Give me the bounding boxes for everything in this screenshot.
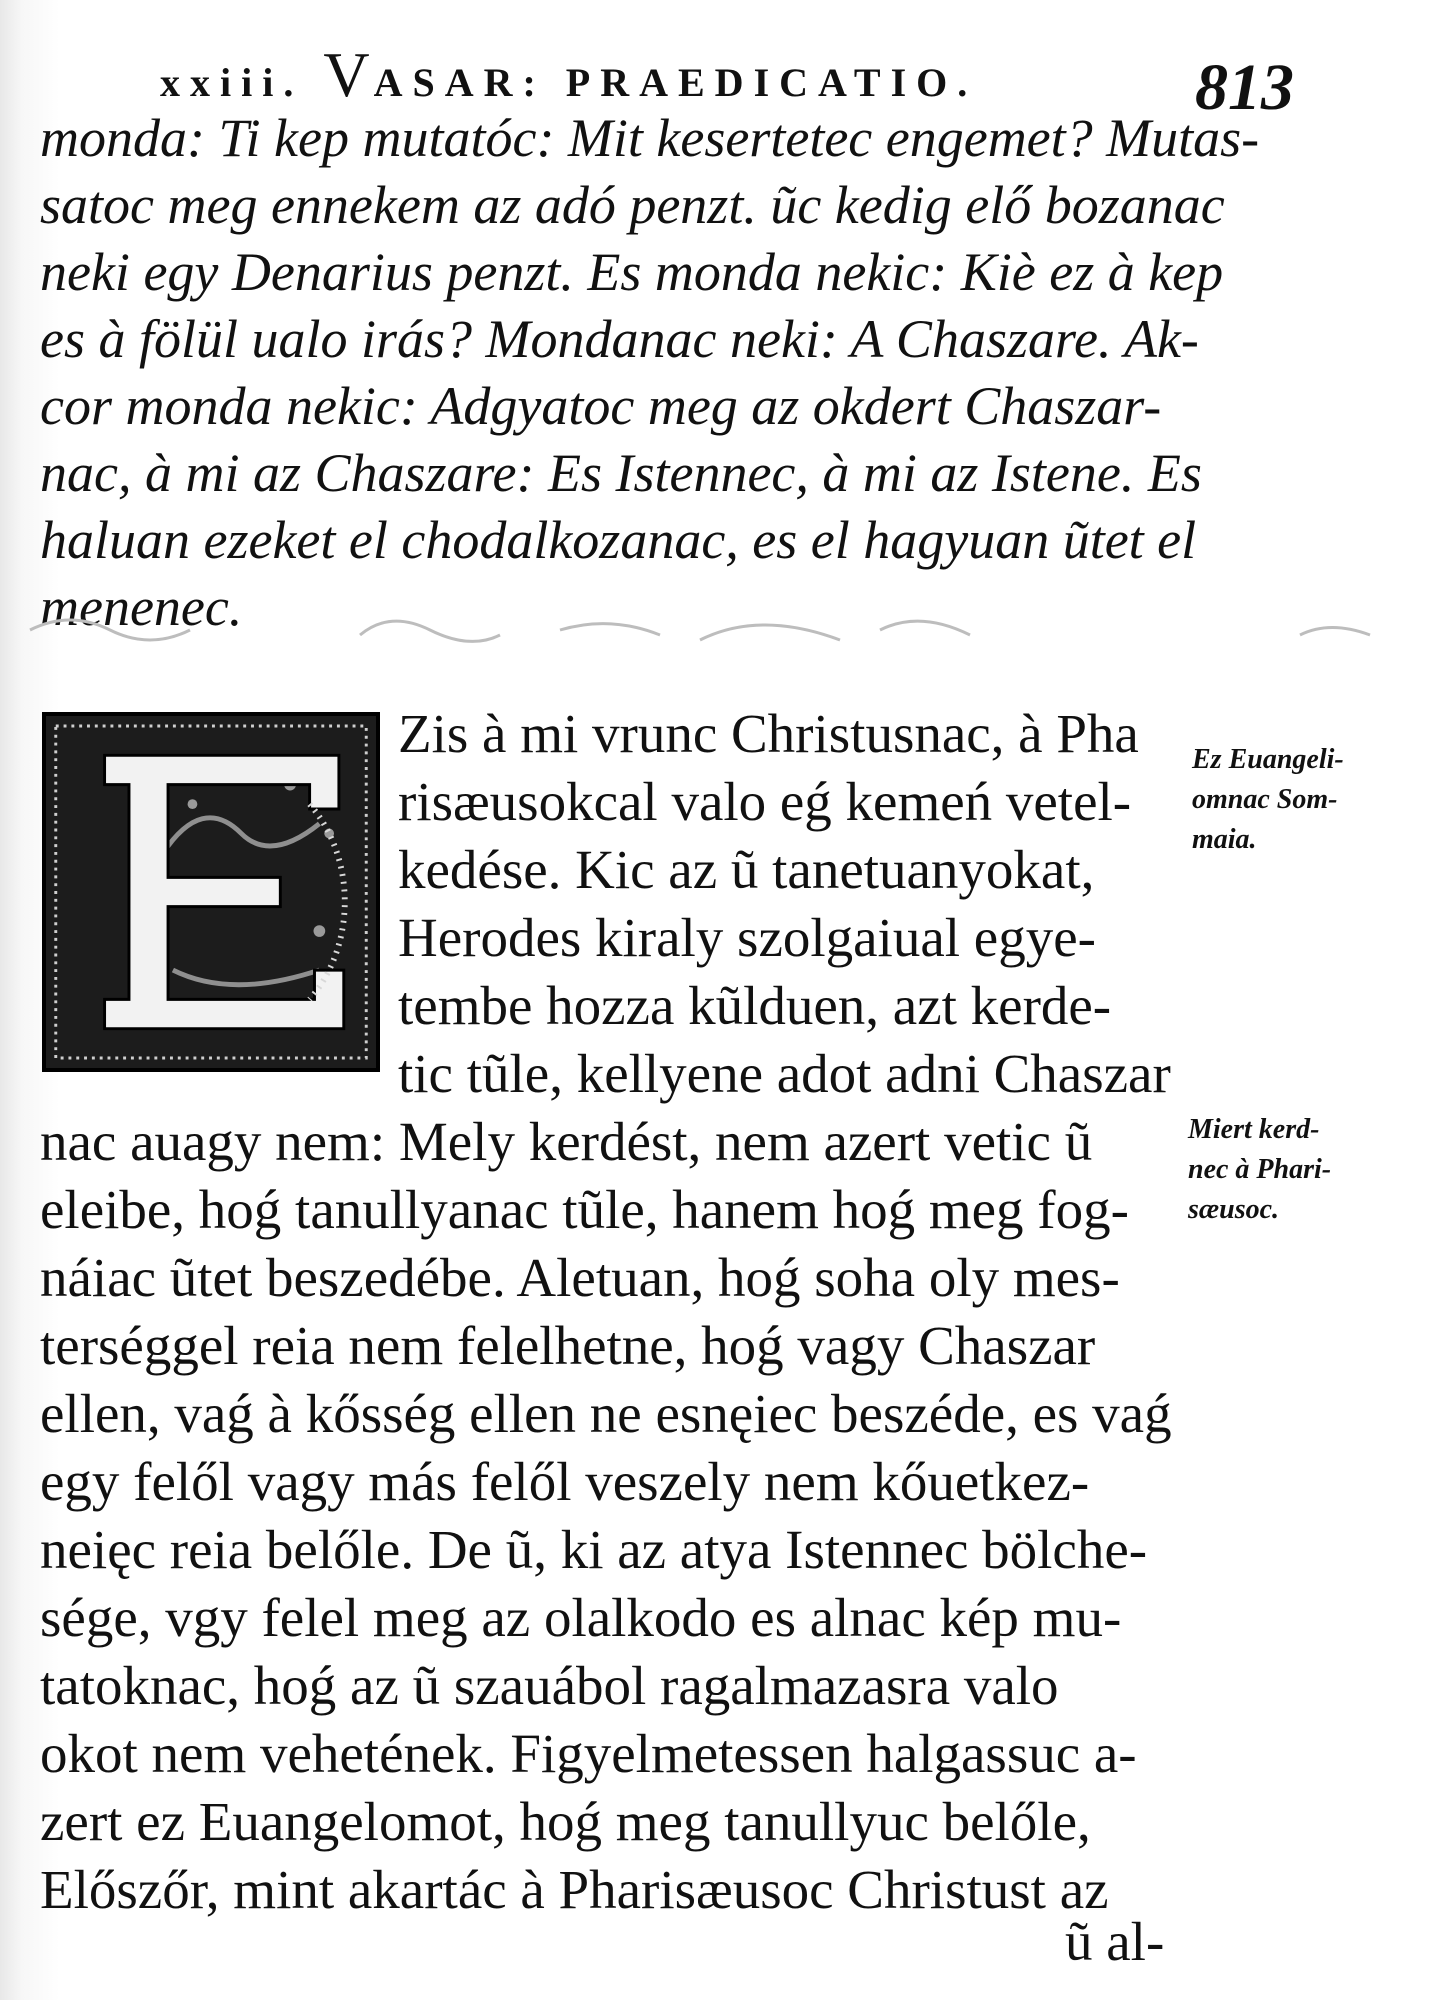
margin-note-line: Ez Euangeli- xyxy=(1192,744,1344,775)
text-line: es à fölül ualo irás? Mondanac neki: A Chaszare. Ak- xyxy=(40,309,1199,369)
text-line: Herodes kiraly szolgaiual egye- xyxy=(398,907,1096,968)
margin-note-line: sæusoc. xyxy=(1188,1194,1280,1225)
catchword: ũ al- xyxy=(1065,1911,1165,1972)
text-line: egy felől vagy más felől veszely nem kőuetkez- xyxy=(40,1451,1090,1512)
margin-note-summary xyxy=(1192,740,1344,860)
text-line: Előszőr, mint akartác à Pharisæusoc Christust az xyxy=(40,1859,1109,1920)
text-line: tatoknac, hoǵ az ũ szauábol ragalmazasra valo xyxy=(40,1655,1059,1716)
text-line: Zis à mi vrunc Christusnac, à Pha xyxy=(398,703,1139,764)
text-line: menenec. xyxy=(40,577,243,637)
text-line: satoc meg ennekem az adó penzt. ũc kedig elő bozanac xyxy=(40,175,1225,235)
text-line: tic tũle, kellyene adot adni Chaszar xyxy=(398,1043,1171,1104)
text-line: terséggel reia nem felelhetne, hoǵ vagy Chaszar xyxy=(40,1315,1096,1376)
text-line: náiac ũtet beszedébe. Aletuan, hoǵ soha oly mes- xyxy=(40,1247,1120,1308)
margin-note-line: maia. xyxy=(1192,824,1257,855)
header-title: ASAR: PRAEDICATIO. xyxy=(373,60,978,105)
text-line: okot nem vehetének. Figyelmetessen halgassuc a- xyxy=(40,1723,1137,1784)
text-line: neki egy Denarius penzt. Es monda nekic: Kiè ez à kep xyxy=(40,242,1224,302)
italic-gospel-text xyxy=(40,105,1260,641)
header-big-letter: V xyxy=(323,39,374,110)
margin-note-line: nec à Phari- xyxy=(1188,1154,1332,1185)
roman-text-beside-drop-cap xyxy=(398,700,1188,1108)
margin-note-line: omnac Som- xyxy=(1192,784,1338,815)
running-header xyxy=(160,38,1100,112)
roman-text-body xyxy=(40,1108,1190,1924)
text-line: kedése. Kic az ũ tanetuanyokat, xyxy=(398,839,1095,900)
ornamental-drop-cap xyxy=(42,712,380,1072)
margin-note-question xyxy=(1188,1110,1331,1230)
page-number: 813 xyxy=(1195,51,1294,124)
text-line: eleibe, hoǵ tanullyanac tũle, hanem hoǵ meg fog- xyxy=(40,1179,1129,1240)
text-line: zert ez Euangelomot, hoǵ meg tanullyuc belőle, xyxy=(40,1791,1091,1852)
drop-cap-e-icon xyxy=(46,716,376,1068)
text-line: nac auagy nem: Mely kerdést, nem azert vetic ũ xyxy=(40,1111,1093,1172)
text-line: ellen, vaǵ à kősség ellen ne esnęiec beszéde, es vaǵ xyxy=(40,1383,1172,1444)
text-line: sége, vgy felel meg az olalkodo es alnac kép mu- xyxy=(40,1587,1122,1648)
header-chapter: xxiii. xyxy=(160,60,324,105)
text-line: monda: Ti kep mutatóc: Mit kesertetec engemet? Mutas- xyxy=(40,108,1260,168)
text-line: cor monda nekic: Adgyatoc meg az okdert Chaszar- xyxy=(40,376,1162,436)
text-line: nac, à mi az Chaszare: Es Istennec, à mi az Istene. Es xyxy=(40,443,1202,503)
margin-note-line: Miert kerd- xyxy=(1188,1114,1320,1145)
text-line: risæusokcal valo eǵ kemeń vetel- xyxy=(398,771,1132,832)
text-line: tembe hozza kũlduen, azt kerde- xyxy=(398,975,1112,1036)
text-line: neięc reia belőle. De ũ, ki az atya Istennec bölche- xyxy=(40,1519,1148,1580)
faded-handwritten-marks xyxy=(0,590,1437,681)
text-line: haluan ezeket el chodalkozanac, es el hagyuan ũtet el xyxy=(40,510,1197,570)
bleed-through-scribble xyxy=(0,590,1437,670)
